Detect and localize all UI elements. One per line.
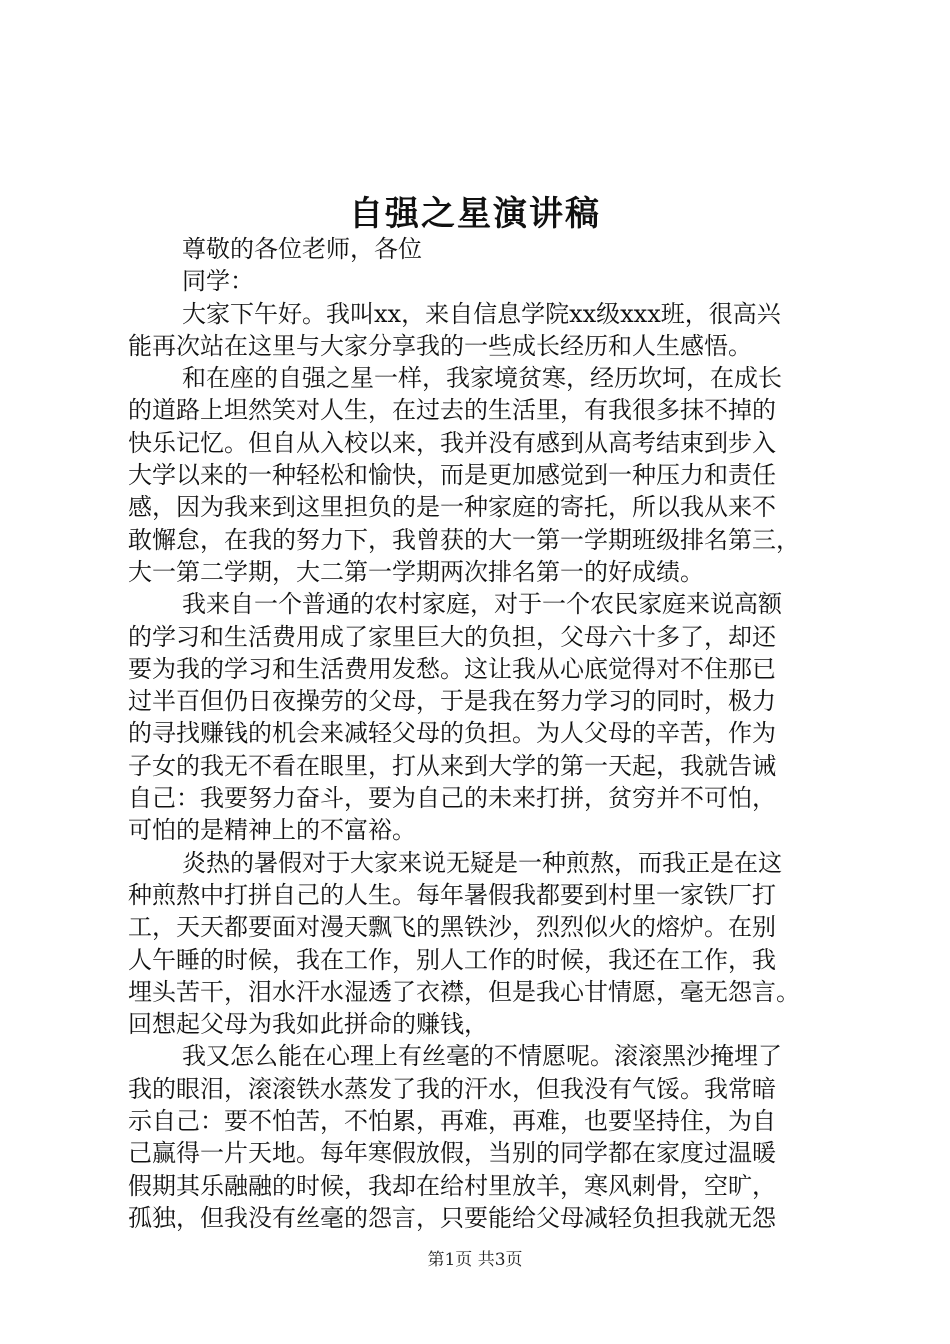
text-line: 炎热的暑假对于大家来说无疑是一种煎熬，而我正是在这: [182, 848, 782, 877]
text-line: 自己：我要努力奋斗，要为自己的未来打拼，贫穷并不可怕，: [128, 784, 776, 813]
text-line: 种煎熬中打拼自己的人生。每年暑假我都要到村里一家铁厂打: [128, 880, 776, 909]
text-line: 假期其乐融融的时候，我却在给村里放羊，寒风刺骨，空旷，: [128, 1171, 776, 1200]
text-line: 回想起父母为我如此拼命的赚钱，: [128, 1010, 488, 1039]
page-footer: 第1页 共3页: [427, 1250, 523, 1270]
text-line: 和在座的自强之星一样，我家境贫寒，经历坎坷，在成长: [182, 364, 782, 393]
text-line: 要为我的学习和生活费用发愁。这让我从心底觉得对不住那已: [128, 654, 776, 683]
text-line: 我来自一个普通的农村家庭，对于一个农民家庭来说高额: [182, 590, 782, 619]
document-title: 自强之星演讲稿: [349, 194, 601, 234]
text-line: 子女的我无不看在眼里，打从来到大学的第一天起，我就告诫: [128, 751, 776, 780]
text-line: 过半百但仍日夜操劳的父母，于是我在努力学习的同时，极力: [128, 687, 776, 716]
text-line: 示自己：要不怕苦，不怕累，再难，再难，也要坚持住，为自: [128, 1107, 776, 1136]
text-line: 大学以来的一种轻松和愉快，而是更加感觉到一种压力和责任: [128, 461, 776, 490]
text-line: 孤独，但我没有丝毫的怨言，只要能给父母减轻负担我就无怨: [128, 1203, 776, 1232]
text-line: 敢懈怠，在我的努力下，我曾获的大一第一学期班级排名第三，: [128, 525, 800, 554]
text-line: 埋头苦干，泪水汗水湿透了衣襟，但是我心甘情愿，毫无怨言。: [128, 977, 800, 1006]
text-line: 的学习和生活费用成了家里巨大的负担，父母六十多了，却还: [128, 622, 776, 651]
text-line: 的道路上坦然笑对人生，在过去的生活里，有我很多抹不掉的: [128, 396, 776, 425]
text-line: 人午睡的时候，我在工作，别人工作的时候，我还在工作，我: [128, 945, 776, 974]
text-line: 可怕的是精神上的不富裕。: [128, 816, 416, 845]
text-line: 快乐记忆。但自从入校以来，我并没有感到从高考结束到步入: [128, 428, 776, 457]
text-line: 同学：: [182, 267, 254, 296]
text-line: 大家下午好。我叫xx，来自信息学院xx级xxx班，很高兴: [182, 299, 781, 328]
document-body: [128, 233, 828, 1234]
text-line: 工，天天都要面对漫天飘飞的黑铁沙，烈烈似火的熔炉。在别: [128, 913, 776, 942]
text-line: 的寻找赚钱的机会来减轻父母的负担。为人父母的辛苦，作为: [128, 719, 776, 748]
text-line: 己赢得一片天地。每年寒假放假，当别的同学都在家度过温暖: [128, 1139, 776, 1168]
text-line: 感，因为我来到这里担负的是一种家庭的寄托，所以我从来不: [128, 493, 776, 522]
text-line: 我又怎么能在心理上有丝毫的不情愿呢。滚滚黑沙掩埋了: [182, 1042, 782, 1071]
text-line: 我的眼泪，滚滚铁水蒸发了我的汗水，但我没有气馁。我常暗: [128, 1074, 776, 1103]
text-line: 尊敬的各位老师，各位: [182, 235, 422, 263]
text-line: 大一第二学期，大二第一学期两次排名第一的好成绩。: [128, 557, 704, 586]
text-line: 能再次站在这里与大家分享我的一些成长经历和人生感悟。: [128, 331, 752, 360]
